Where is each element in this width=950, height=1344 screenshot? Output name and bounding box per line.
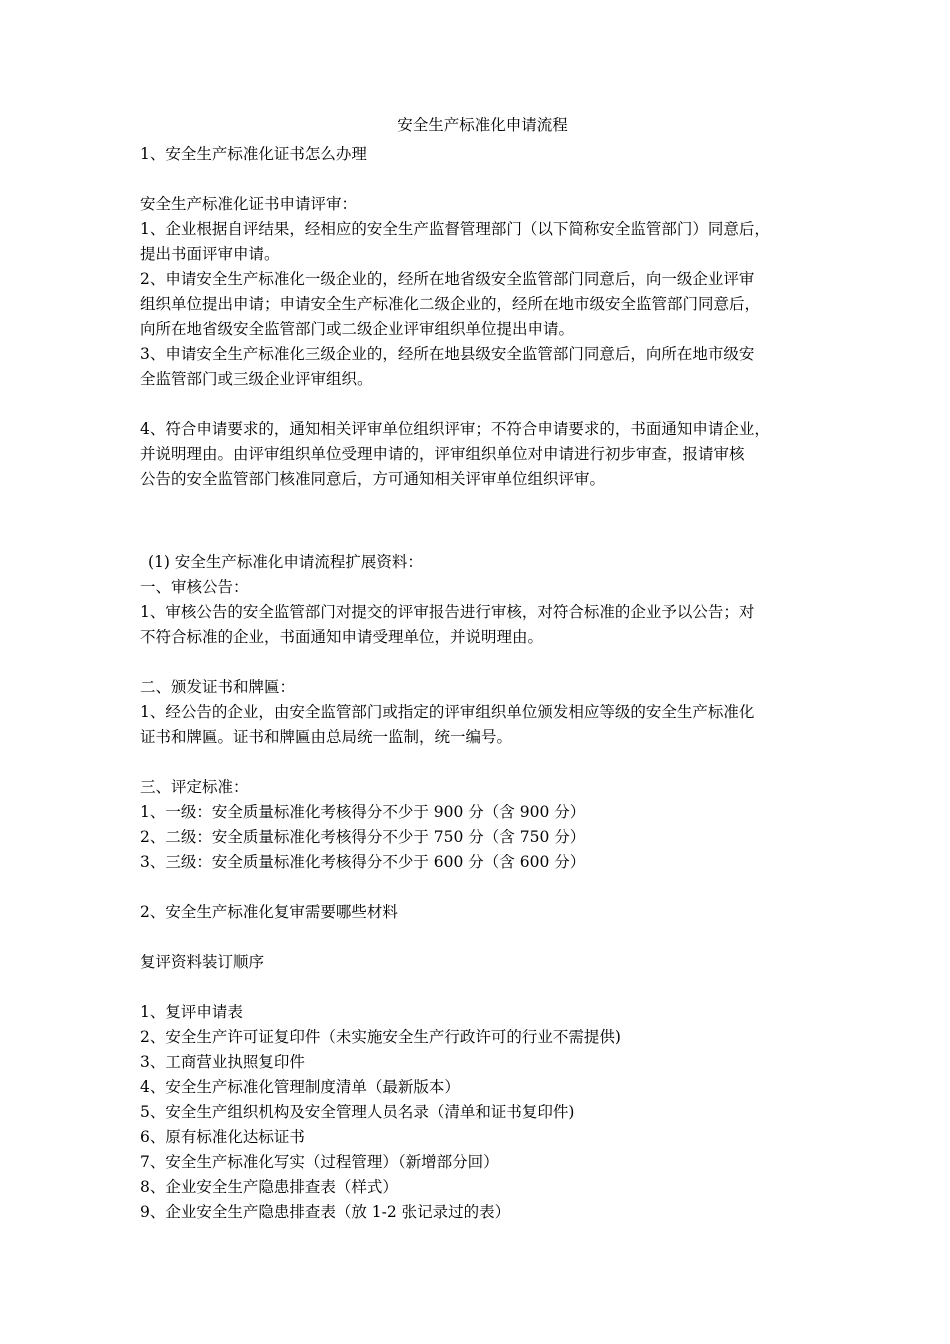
binding-item: 5、安全生产组织机构及安全管理人员名录（清单和证书复印件) — [140, 1103, 575, 1121]
blank-line — [140, 975, 825, 1000]
extension-heading: (1) 安全生产标准化申请流程扩展资料： — [148, 553, 423, 571]
binding-item: 2、安全生产许可证复印件（未实施安全生产行政许可的行业不需提供) — [140, 1028, 621, 1046]
blank-line — [140, 650, 825, 675]
criteria-item: 2、二级：安全质量标准化考核得分不少于 750 分（含 750 分） — [140, 828, 586, 846]
apply-paragraph-1-line-2: 提出书面评审申请。 — [140, 245, 280, 263]
binding-item: 4、安全生产标准化管理制度清单（最新版本） — [140, 1078, 460, 1096]
apply-paragraph-2-line-2: 组织单位提出申请；申请安全生产标准化二级企业的，经所在地市级安全监管部门同意后， — [140, 295, 761, 313]
binding-item: 7、安全生产标准化写实（过程管理）（新增部分回） — [140, 1153, 499, 1171]
certificate-heading: 二、颁发证书和牌匾： — [140, 678, 296, 696]
criteria-item: 3、三级：安全质量标准化考核得分不少于 600 分（含 600 分） — [140, 853, 586, 871]
blank-line — [140, 167, 825, 192]
binding-item: 3、工商营业执照复印件 — [140, 1053, 305, 1071]
criteria-item: 1、一级：安全质量标准化考核得分不少于 900 分（含 900 分） — [140, 803, 586, 821]
blank-line — [140, 750, 825, 775]
section-heading-q2: 2、安全生产标准化复审需要哪些材料 — [140, 903, 398, 921]
binding-item: 6、原有标准化达标证书 — [140, 1128, 305, 1146]
apply-paragraph-3-line-1: 3、申请安全生产标准化三级企业的，经所在地县级安全监管部门同意后，向所在地市级安 — [140, 345, 755, 363]
apply-paragraph-3-line-2: 全监管部门或三级企业评审组织。 — [140, 370, 373, 388]
certificate-line-2: 证书和牌匾。证书和牌匾由总局统一监制，统一编号。 — [140, 728, 513, 746]
section-heading-q1: 1、安全生产标准化证书怎么办理 — [140, 145, 367, 163]
apply-paragraph-2-line-3: 向所在地省级安全监管部门或二级企业评审组织单位提出申请。 — [140, 320, 575, 338]
review-announcement-line-2: 不符合标准的企业，书面通知申请受理单位，并说明理由。 — [140, 628, 544, 646]
binding-item: 1、复评申请表 — [140, 1003, 243, 1021]
criteria-heading: 三、评定标准： — [140, 778, 249, 796]
binding-item: 8、企业安全生产隐患排查表（样式） — [140, 1178, 398, 1196]
blank-line — [140, 925, 825, 950]
apply-heading: 安全生产标准化证书申请评审： — [140, 195, 358, 213]
apply-paragraph-4-line-3: 公告的安全监管部门核准同意后，方可通知相关评审单位组织评审。 — [140, 470, 606, 488]
apply-paragraph-1-line-1: 1、企业根据自评结果，经相应的安全生产监督管理部门（以下简称安全监管部门）同意后， — [140, 220, 770, 238]
certificate-line-1: 1、经公告的企业，由安全监管部门或指定的评审组织单位颁发相应等级的安全生产标准化 — [140, 703, 755, 721]
apply-paragraph-2-line-1: 2、申请安全生产标准化一级企业的，经所在地省级安全监管部门同意后，向一级企业评审 — [140, 270, 755, 288]
apply-paragraph-4-line-2: 并说明理由。由评审组织单位受理申请的，评审组织单位对申请进行初步审查，报请审核 — [140, 445, 745, 463]
apply-paragraph-4-line-1: 4、符合申请要求的，通知相关评审单位组织评审；不符合申请要求的，书面通知申请企业， — [140, 420, 770, 438]
document-title: 安全生产标准化申请流程 — [397, 116, 568, 134]
blank-lines — [140, 492, 825, 550]
blank-line — [140, 392, 825, 417]
binding-order-heading: 复评资料装订顺序 — [140, 953, 265, 971]
document-page — [140, 108, 825, 1225]
blank-line — [140, 875, 825, 900]
binding-item: 9、企业安全生产隐患排查表（放 1-2 张记录过的表） — [140, 1203, 511, 1221]
review-announcement-heading: 一、审核公告： — [140, 578, 249, 596]
review-announcement-line-1: 1、审核公告的安全监管部门对提交的评审报告进行审核，对符合标准的企业予以公告；对 — [140, 603, 755, 621]
